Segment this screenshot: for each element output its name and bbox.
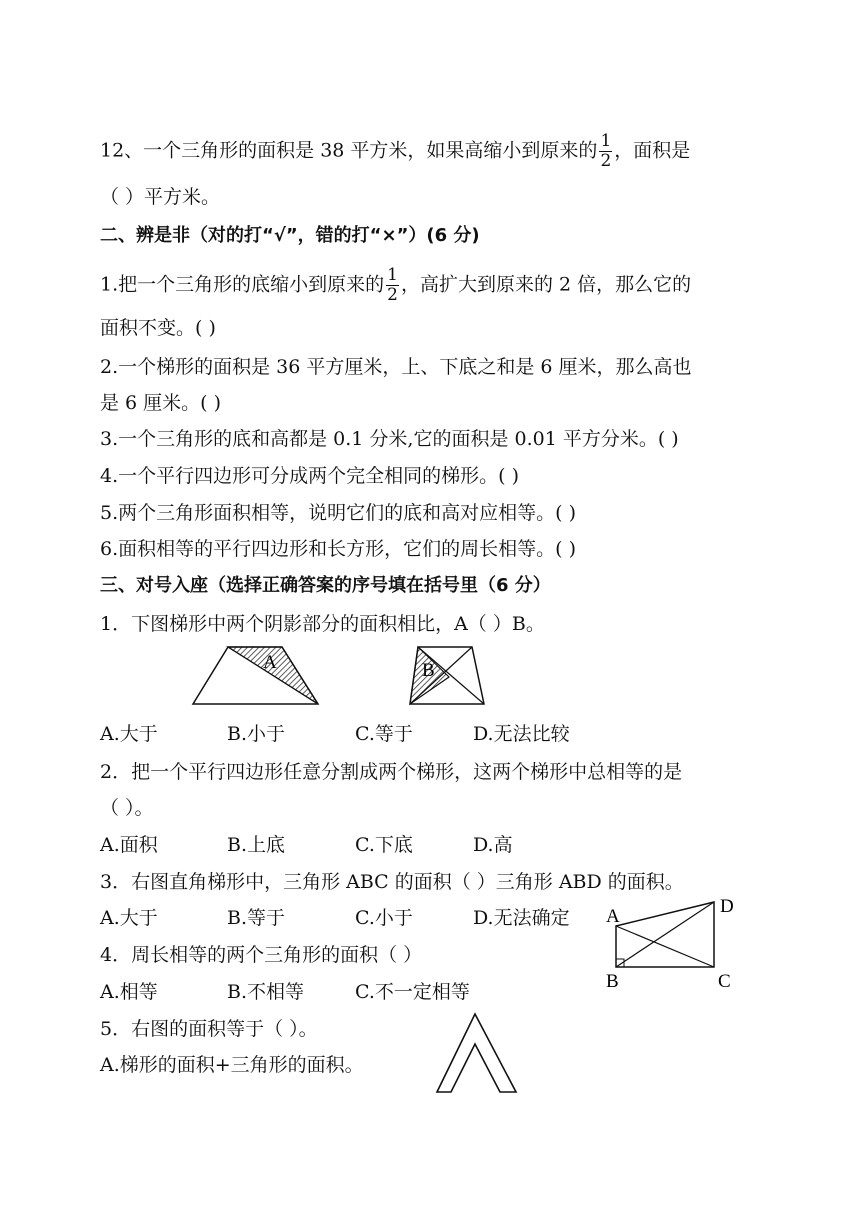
section2-item6: 6.面积相等的平行四边形和长方形，它们的周长相等。( ) [100,538,576,560]
section2-item1-line1 [100,266,691,305]
fraction-half [386,266,399,305]
q12-text-b: ，面积是 [614,139,691,162]
chevron-shape-figure [434,1010,524,1095]
q1-option-d[interactable]: D.无法比较 [473,723,570,745]
chevron-outline [437,1014,516,1092]
q12-line2: （ ）平方米。 [100,186,221,208]
q4-option-b[interactable]: B.不相等 [227,981,305,1003]
vertex-label-d: D [720,896,734,917]
item1-text-a: 1.把一个三角形的底缩小到原来的 [100,273,385,296]
q1-option-c[interactable]: C.等于 [355,723,413,745]
fraction-half [599,132,612,171]
q1-stem: 1．下图梯形中两个阴影部分的面积相比，A（ ）B。 [100,613,545,635]
q5-stem: 5．右图的面积等于（ ）。 [100,1018,318,1040]
q4-stem: 4．周长相等的两个三角形的面积（ ） [100,944,423,966]
item1-text-b: ，高扩大到原来的 2 倍，那么它的 [400,273,692,296]
trapezoid-figure-a [190,642,330,712]
q2-option-c[interactable]: C.下底 [355,834,413,856]
section2-item3: 3.一个三角形的底和高都是 0.1 分米,它的面积是 0.01 平方分米。( ) [100,428,679,450]
q3-option-b[interactable]: B.等于 [227,907,286,929]
q2-option-d[interactable]: D.高 [473,834,513,856]
q1-option-b[interactable]: B.小于 [227,723,286,745]
q5-option-a[interactable]: A.梯形的面积+三角形的面积。 [100,1054,364,1076]
q2-stem: 2．把一个平行四边形任意分割成两个梯形，这两个梯形中总相等的是 [100,761,683,783]
section3-heading: 三、对号入座（选择正确答案的序号填在括号里（6 分） [100,575,551,596]
q3-option-a[interactable]: A.大于 [100,907,158,929]
fraction-numerator: 1 [600,131,612,151]
section2-item2-line2: 是 6 厘米。( ) [100,392,222,414]
right-trapezoid-figure [600,894,760,994]
q4-option-c[interactable]: C.不一定相等 [355,981,470,1003]
q12-text-a: 12、一个三角形的面积是 38 平方米，如果高缩小到原来的 [100,139,598,162]
fraction-denominator: 2 [387,285,398,305]
trapezoid-figure-b [404,642,494,712]
vertex-label-b: B [606,971,619,992]
vertex-label-c: C [718,971,731,992]
section2-item4: 4.一个平行四边形可分成两个完全相同的梯形。( ) [100,465,519,487]
q2-stem-2: （ ）。 [100,797,154,819]
q3-option-d[interactable]: D.无法确定 [473,907,570,929]
vertex-label-a: A [606,906,620,927]
figure-label-a: A [263,652,277,673]
section2-item5: 5.两个三角形面积相等，说明它们的底和高对应相等。( ) [100,502,576,524]
q4-option-a[interactable]: A.相等 [100,981,158,1003]
section2-heading: 二、辨是非（对的打“√”，错的打“×”）(6 分) [100,225,480,246]
q2-option-a[interactable]: A.面积 [100,834,158,856]
q12-line1 [100,132,690,171]
fraction-numerator: 1 [387,265,398,285]
section2-item2-line1: 2.一个梯形的面积是 36 平方厘米，上、下底之和是 6 厘米，那么高也 [100,356,692,378]
q2-option-b[interactable]: B.上底 [227,834,286,856]
fraction-denominator: 2 [600,151,612,171]
figure-label-b: B [422,660,435,681]
q3-option-c[interactable]: C.小于 [355,907,413,929]
section2-item1-line2: 面积不变。( ) [100,317,216,339]
q3-stem: 3．右图直角梯形中，三角形 ABC 的面积（ ）三角形 ABD 的面积。 [100,871,684,893]
q1-option-a[interactable]: A.大于 [100,723,158,745]
